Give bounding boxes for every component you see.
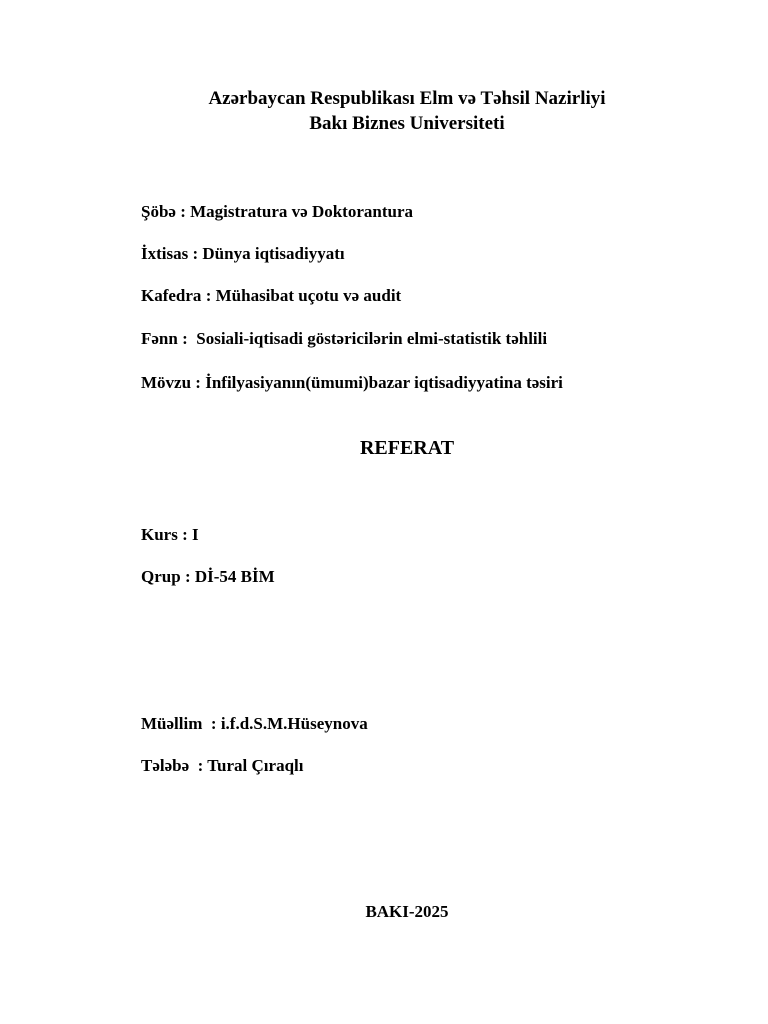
field-muellim [141, 714, 368, 734]
field-qrup-separator: : [180, 567, 195, 586]
field-sobe-value: Magistratura və Doktorantura [190, 202, 413, 221]
field-kafedra-value: Mühasibat uçotu və audit [215, 286, 402, 305]
field-ixtisas-label: İxtisas [141, 244, 189, 263]
field-kurs-label: Kurs [141, 525, 178, 544]
field-kafedra-label: Kafedra [141, 286, 202, 305]
field-sobe-label: Şöbə [141, 202, 176, 221]
field-fenn-label: Fənn [141, 329, 178, 348]
field-ixtisas [141, 244, 345, 264]
document-type-title: REFERAT [359, 437, 455, 459]
field-fenn [141, 329, 547, 349]
field-telebe [141, 756, 303, 776]
field-movzu [141, 373, 563, 393]
field-muellim-value: i.f.d.S.M.Hüseynova [220, 714, 368, 733]
field-telebe-value: Tural Çıraqlı [207, 756, 304, 775]
field-fenn-value: Sosiali-iqtisadi göstəricilərin elmi-statistik təhlili [196, 329, 548, 348]
field-ixtisas-separator: : [188, 244, 203, 263]
field-kurs-value: I [192, 525, 199, 544]
university-title: Bakı Biznes Universiteti [309, 113, 505, 134]
field-qrup-label: Qrup [141, 567, 181, 586]
field-qrup [141, 567, 275, 587]
field-sobe [141, 202, 413, 222]
field-qrup-value: Dİ-54 BİM [194, 567, 275, 586]
field-kurs [141, 525, 199, 545]
field-movzu-label: Mövzu [141, 373, 192, 392]
field-kurs-separator: : [177, 525, 193, 544]
field-sobe-separator: : [175, 202, 191, 221]
field-ixtisas-value: Dünya iqtisadiyyatı [202, 244, 345, 263]
footer-city-year: BAKI-2025 [365, 902, 449, 921]
field-movzu-value: İnfilyasiyanın(ümumi)bazar iqtisadiyyatina təsiri [205, 373, 563, 392]
field-telebe-label: Tələbə [141, 756, 190, 775]
field-telebe-separator: : [189, 756, 208, 775]
field-muellim-label: Müəllim [141, 714, 203, 733]
field-kafedra-separator: : [201, 286, 216, 305]
field-kafedra [141, 286, 401, 306]
field-muellim-separator: : [202, 714, 221, 733]
field-fenn-separator: : [177, 329, 197, 348]
ministry-title: Azərbaycan Respublikası Elm və Təhsil Nazirliyi [208, 88, 606, 109]
field-movzu-separator: : [191, 373, 206, 392]
